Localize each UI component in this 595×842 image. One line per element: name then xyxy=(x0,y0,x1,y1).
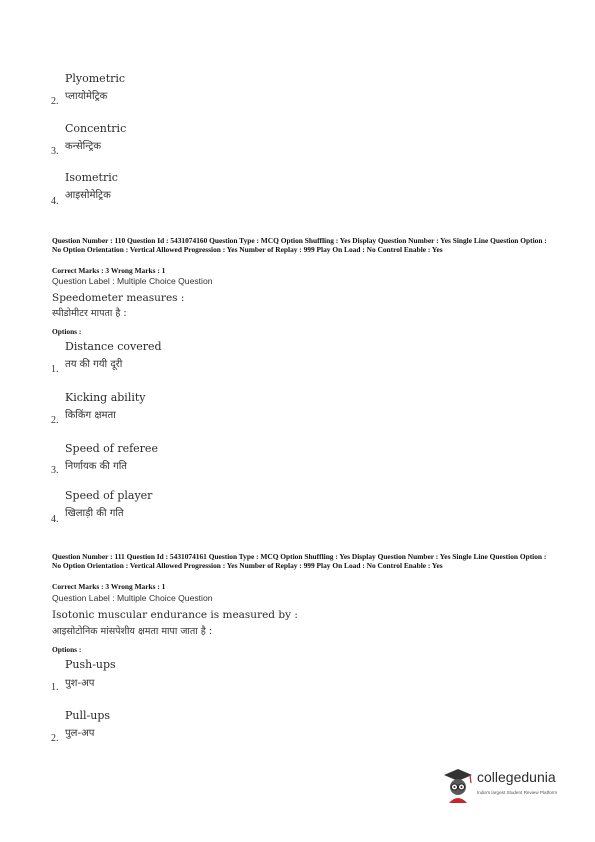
option-number: 2. xyxy=(51,733,59,744)
option-number: 2. xyxy=(51,96,59,107)
option-number: 4. xyxy=(51,514,59,525)
option-text-en: Speed of referee xyxy=(65,442,158,455)
options-heading: Options : xyxy=(52,645,82,654)
option-text-hi: कन्सेन्ट्रिक xyxy=(65,141,102,152)
question-text-hi: आइसोटोनिक मांसपेशीय क्षमता मापा जाता है : xyxy=(52,626,213,637)
option-text-en: Kicking ability xyxy=(65,391,146,404)
option-text-hi: आइसोमेट्रिक xyxy=(65,190,111,201)
option-text-en: Speed of player xyxy=(65,489,153,502)
question-label: Question Label : Multiple Choice Question xyxy=(52,593,213,603)
option-text-en: Isometric xyxy=(65,171,118,184)
option-number: 4. xyxy=(51,196,59,207)
option-text-hi: पुल-अप xyxy=(65,728,95,739)
question-marks: Correct Marks : 3 Wrong Marks : 1 xyxy=(52,582,166,591)
option-text-hi: पुश-अप xyxy=(65,678,95,689)
logo-tagline: India's largest Student Review Platform xyxy=(477,790,558,795)
question-marks: Correct Marks : 3 Wrong Marks : 1 xyxy=(52,266,166,275)
question-text-hi: स्पीडोमीटर मापता है : xyxy=(52,308,127,319)
option-text-hi: निर्णायक की गति xyxy=(65,461,127,472)
collegedunia-logo xyxy=(441,765,556,805)
option-text-en: Push-ups xyxy=(65,658,116,671)
option-text-en: Pull-ups xyxy=(65,709,111,722)
option-text-hi: प्लायोमेट्रिक xyxy=(65,91,108,102)
option-number: 3. xyxy=(51,465,59,476)
logo-wordmark: collegedunia xyxy=(477,769,556,785)
question-meta: Question Number : 110 Question Id : 5431074160 Question Type : MCQ Option Shuffling : Yes Display Question Number : Yes Single Line Question Option : No Option Orientation : Vertical Allowed Progression : Yes Number of Replay : 999 Play On Load : No Control Enable : Yes xyxy=(52,236,547,254)
option-text-en: Concentric xyxy=(65,122,127,135)
graduate-mascot-icon xyxy=(441,765,475,805)
option-text-hi: खिलाड़ी की गति xyxy=(65,508,124,519)
option-number: 2. xyxy=(51,415,59,426)
option-text-hi: किकिंग क्षमता xyxy=(65,410,116,421)
question-text-en: Speedometer measures : xyxy=(52,292,185,304)
question-label: Question Label : Multiple Choice Question xyxy=(52,276,213,286)
option-text-hi: तय की गयी दूरी xyxy=(65,359,123,370)
option-number: 3. xyxy=(51,146,59,157)
question-meta: Question Number : 111 Question Id : 5431074161 Question Type : MCQ Option Shuffling : Yes Display Question Number : Yes Single Line Question Option : No Option Orientation : Vertical Allowed Progression : Yes Number of Replay : 999 Play On Load : No Control Enable : Yes xyxy=(52,552,547,570)
option-text-en: Distance covered xyxy=(65,340,162,353)
options-heading: Options : xyxy=(52,327,82,336)
option-number: 1. xyxy=(51,682,59,693)
option-number: 1. xyxy=(51,364,59,375)
option-text-en: Plyometric xyxy=(65,72,126,85)
question-text-en: Isotonic muscular endurance is measured by : xyxy=(52,609,298,621)
